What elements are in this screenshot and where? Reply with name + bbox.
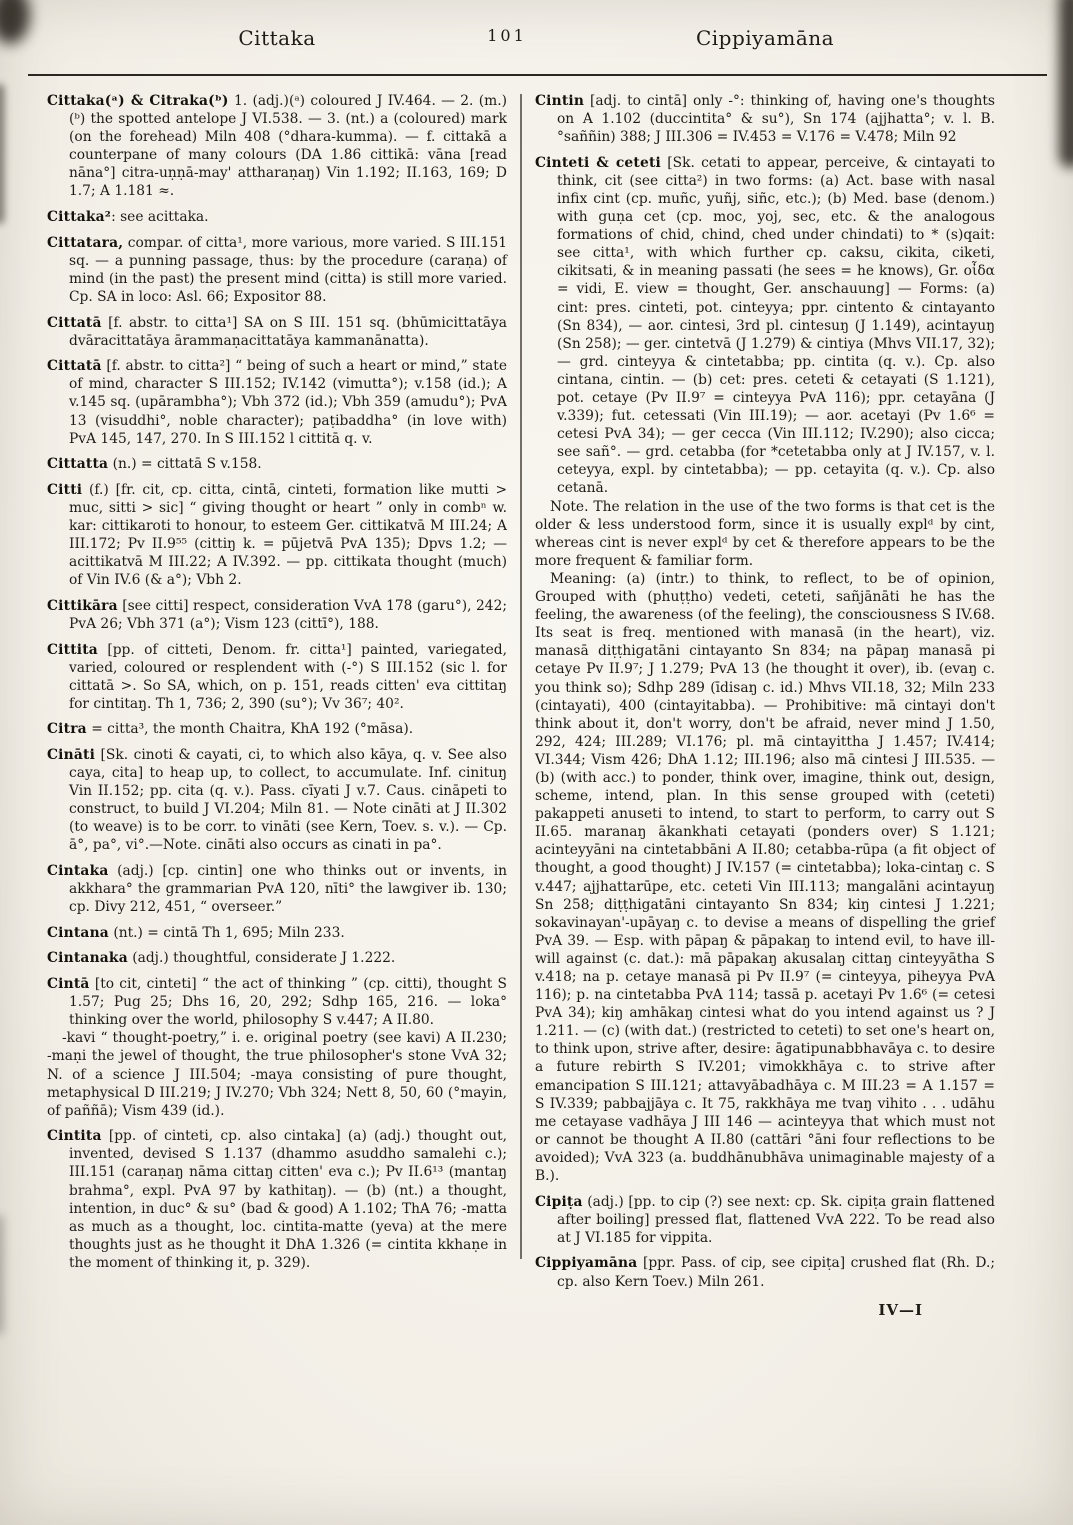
entry-headword: Cintā — [47, 976, 90, 993]
entry-headword: Cintin — [535, 93, 585, 109]
entry-body: Cittatā [f. abstr. to citta¹] SA on S III. 151 sq. (bhūmicittatāya dvāracittatāya ārammaṇacittatāya kammanānatta). — [47, 314, 507, 349]
entry-body: Cittatara, compar. of citta¹, more various, more varied. S III.151 sq. — a punning passage, thus: by the procedure (caraṇa) of mind (in the past) the present mind (citta) is still more varied. Cp. SA in loco: Asl. 66; Expositor 88. — [47, 234, 507, 305]
entry-body: Cipiṭa (adj.) [pp. to cip (?) see next: cp. Sk. cipiṭa grain flattened after boiling] pressed flat, flattened VvA 222. To be read also at J VI.185 for vippita. — [535, 1193, 995, 1246]
entry-headword: Cittatā — [47, 358, 102, 375]
text-columns — [0, 76, 1073, 1319]
entry-body: Cintaka (adj.) [cp. cintin] one who thinks out or invents, in akkhara° the grammarian PvA 120, nīti° the lawgiver ib. 130; cp. Divy 212, 451, “ overseer.” — [47, 863, 507, 916]
entry-sub-paragraph: -kavi “ thought-poetry,” i. e. original poetry (see kavi) A II.230; -maṇi the jewel of thought, the true philosopher's stone VvA 32; N. of a science J III.504; -maya consisting of pure thought, metaphysical D III.219; J IV.270; Vbh 324; Nett 8, 50, 60 (°mayin, of paññā); Vism 439 (id.). — [47, 1030, 507, 1119]
entry-headword: Cintana — [47, 924, 109, 941]
entry-headword: Cintita — [47, 1128, 102, 1145]
right-column — [535, 92, 995, 1319]
column-divider — [520, 94, 522, 1259]
left-column — [47, 92, 507, 1319]
signature-mark: IV—I — [878, 1300, 923, 1319]
entry-headword: Cittita — [47, 641, 98, 658]
entry-headword: Cittatta — [47, 456, 109, 473]
entry-body: Cintana (nt.) = cintā Th 1, 695; Miln 233. — [47, 924, 345, 941]
dictionary-entry — [47, 208, 507, 226]
dictionary-entry — [47, 641, 507, 713]
entry-body: Cintita [pp. of cinteti, cp. also cintaka] (a) (adj.) thought out, invented, devised S 1.137 (dhammo asuddho samalehi c.); III.151 (caraṇaŋ nāma cittaŋ citten' eva c.); Pv II.6¹³ (mantaŋ brahma°, expl. PvA 97 by kathitaŋ). — (b) (nt.) a thought, intention, in duc° & su° (bad & good) A 1.102; ThA 76; -matta as much as a thought, loc. cintita-matte (yeva) at the mere thoughts just as he thought it DhA 1.326 (= cintita kkhaṇe in the moment of thinking it, p. 329). — [47, 1128, 507, 1271]
entry-body: Cintanaka (adj.) thoughtful, considerate J 1.222. — [47, 950, 396, 967]
page-header — [0, 0, 1073, 66]
dictionary-entry — [47, 1127, 507, 1272]
entry-headword: Citti — [47, 481, 83, 498]
entry-headword: Citra — [47, 721, 87, 738]
entry-headword: Cippiyamāna — [535, 1255, 638, 1272]
entry-headword: Cintanaka — [47, 950, 128, 967]
dictionary-entry — [47, 234, 507, 306]
entry-body: Citti (f.) [fr. cit, cp. citta, cintā, cinteti, formation like mutti > muc, sitti > sic] “ giving thought or heart ” only in combⁿ w. kar: cittikaroti to honour, to esteem Ger. cittikatvā M III.24; A III.172; Pv II.9⁵⁵ (cittiŋ k. = pūjetvā PvA 135); Dpvs 1.2; — acittikatvā M III.22; A IV.392. — pp. cittikata thought (much) of Vin IV.6 (& a°); Vbh 2. — [47, 481, 507, 589]
entry-headword: Cintaka — [47, 863, 109, 880]
entry-headword: Cittatā — [47, 314, 102, 331]
entry-sub-paragraph: Meaning: (a) (intr.) to think, to reflect, to be of opinion, Grouped with (phuṭṭho) vedeti, ceteti, sañjānāti he has the feeling, the awareness (of the feeling), the consciousness S IV.68. Its seat is freq. mentioned with manasā (in the heart), viz. manasā diṭṭhigatāni cintayanto Sn 834; na pāpaŋ manasā pi cetaye Pv II.9⁷; J 1.279; PvA 13 (he thought it over), ib. (evaŋ c. you think so); Sdhp 289 (īdisaŋ c. id.) Mhvs VII.18, 32; Miln 233 (cintayati), 400 (cintayitabba). — Prohibitive: mā cintayi don't think about it, don't worry, don't be afraid, never mind J 1.50, 292, 424; III.289; VI.176; pl. mā cintayittha J 1.457; IV.414; VI.344; Vism 426; DhA 1.12; III.196; also mā cintesi J III.535. — (b) (with acc.) to ponder, think over, imagine, think out, design, scheme, intend, plan. In this sense grouped with (ceteti) pakappeti anuseti to intend, to start to perform, to carry out S II.65. maranaŋ ākankhati cetayati (ponders over) S 1.121; acinteyyāni na cintetabbāni A II.80; cetabba-rūpa (a fit object of thought, a good thought) J IV.157 (= cintetabba); loka-cintaŋ c. S v.447; ajjhattarūpe, etc. ceteti Vin III.113; mangalāni acintayuŋ Sn 258; diṭṭhigatāni cintayanto Sn 834; kiŋ cintesi J 1.221; sokavinayan'-upāyaŋ c. to devise a means of dispelling the grief PvA 39. — Esp. with pāpaŋ & pāpakaŋ to intend evil, to have ill-will against (c. dat.): mā pāpakaŋ akusalaŋ cittaŋ cinteyyātha S v.418; na p. cetaye manasā pi Pv II.9⁷ (= cinteyya, piheyya PvA 116); p. na cintetabba PvA 114; tassā p. acetayi Pv 1.6⁶ (= cetesi PvA 34); kiŋ amhākaŋ cintesi what do you intend against us ? J 1.211. — (c) (with dat.) (restricted to ceteti) to set one's heart on, to think upon, strive after, desire: āgatipunabbhavāya c. to desire a future rebirth S IV.201; vimokkhāya c. to strive after emancipation S III.121; attavyābadhāya c. M III.23 = A 1.157 = S IV.339; pabbajjāya c. It 75, rakkhāya me tvaŋ vihito . . . udāhu me cetayase vadhāya J III 146 — acinteyya that which must not or cannot be thought A II.80 (cattāri °āni four reflections to be avoided); VvA 323 (a. buddhānubhāva unimaginable majesty of a B.). — [535, 570, 995, 1185]
dictionary-entry — [47, 357, 507, 447]
dictionary-entry — [535, 92, 995, 146]
dictionary-entry — [47, 314, 507, 350]
dictionary-entry — [535, 1254, 995, 1290]
entry-body: Cintā [to cit, cinteti] “ the act of thinking ” (cp. citti), thought S 1.57; Pug 25; Dhs 16, 20, 292; Sdhp 165, 216. — loka° thinking over the world, philosophy S v.447; A II.80. — [47, 976, 507, 1029]
entry-body: Cināti [Sk. cinoti & cayati, ci, to which also kāya, q. v. See also caya, cita] to heap up, to collect, to accumulate. Inf. cinituŋ Vin II.152; pp. cita (q. v.). Pass. cīyati J v.7. Caus. cināpeti to construct, to build J VI.204; Miln 81. — Note cināti at J II.302 (to weave) is to be corr. to vināti (see Kern, Toev. s. v.). — Cp. ā°, pa°, vi°.—Note. cināti also occurs as cinati in pa°. — [47, 747, 507, 854]
entry-headword: Cipiṭa — [535, 1193, 583, 1210]
dictionary-entry — [47, 746, 507, 855]
dictionary-entry — [47, 597, 507, 633]
entry-body: Cittatta (n.) = cittatā S v.158. — [47, 456, 262, 473]
dictionary-entry — [47, 481, 507, 590]
entry-body: Cittaka(ᵃ) & Citraka(ᵇ) 1. (adj.)(ᵃ) coloured J IV.464. — 2. (m.)(ᵇ) the spotted antelope J VI.538. — 3. (nt.) a (coloured) mark (on the forehead) Miln 408 (°dhara-kumma). — f. cittakā a counterpane of many colours (DA 1.86 cittikā: vāna [read nāna°] citra-uṇṇā-may' attharaṇaŋ) Vin 1.192; II.163, 169; D 1.7; A 1.181 ≈. — [47, 93, 507, 200]
dictionary-entry — [535, 154, 995, 1185]
entry-body: Cittita [pp. of citteti, Denom. fr. citta¹] painted, variegated, varied, coloured or resplendent with (-°) S III.152 (sic l. for cittatā >. So SA, which, on p. 151, reads citten' eva cittitaŋ for cintitaŋ. Th 1, 736; 2, 390 (su°); Vv 36⁷; 40². — [47, 641, 507, 712]
dictionary-entry — [47, 455, 507, 473]
dictionary-entry — [47, 949, 507, 967]
entry-headword: Cittaka(ᵃ) & Citraka(ᵇ) — [47, 93, 229, 109]
entry-headword: Cittatara, — [47, 234, 124, 251]
entry-body: Cippiyamāna [ppr. Pass. of cip, see cipiṭa] crushed flat (Rh. D.; cp. also Kern Toev.) Miln 261. — [535, 1255, 995, 1290]
entry-sub-paragraph: Note. The relation in the use of the two forms is that cet is the older & less understood form, since it is usually explᵈ by cint, whereas cint is never explᵈ by cet & therefore appears to be the more frequent & familiar form. — [535, 498, 995, 569]
dictionary-entry — [535, 1193, 995, 1247]
dictionary-entry — [47, 924, 507, 942]
header-last-headword: Cippiyamāna — [695, 26, 835, 50]
dictionary-entry — [47, 720, 507, 738]
entry-body: Cittaka²: see acittaka. — [47, 209, 209, 226]
entry-body: Cittikāra [see citti] respect, consideration VvA 178 (garu°), 242; PvA 26; Vbh 371 (a°); Vism 123 (cittī°), 188. — [47, 597, 507, 632]
entry-headword: Cināti — [47, 747, 96, 763]
entry-headword: Cittaka² — [47, 209, 112, 226]
entry-body: Citra = citta³, the month Chaitra, KhA 192 (°māsa). — [47, 721, 414, 738]
entry-headword: Cinteti & ceteti — [535, 154, 661, 171]
entry-body: Cinteti & ceteti [Sk. cetati to appear, perceive, & cintayati to think, cit (see citta²) in two forms: (a) Act. base with nasal infix cint (cp. muñc, yuñj, siñc, etc.); (b) Med. base (denom.) with guṇa cet (cp. moc, yoj, sec, etc. & the analogous formations of chid, chind, ched under chindati) to * (s)qait: see citta¹, with which further cp. caksu, cikita, ciketi, cikitsati, & in meaning passati (he sees = he knows), Gr. οἶδα = vidi, E. view = thought, Ger. anschauung] — Forms: (a) cint: pres. cinteti, pot. cinteyya; ppr. cintento & cintayanto (Sn 834), — aor. cintesi, 3rd pl. cintesuŋ (J 1.149), acintayuŋ (Sn 258); — ger. cintetvā (J 1.279) & cintiya (Mhvs VII.17, 32); — grd. cinteyya & cintetabba; pp. cintita (q. v.). Cp. also cintana, cintin. — (b) cet: pres. ceteti & cetayati (S 1.121), pot. cetaye (Pv II.9⁷ = cinteyya PvA 116); ppr. cetayāna (J v.339); fut. cetessati (Vin III.19); — aor. acetayi (Pv 1.6⁶ = cetesi PvA 34); — ger cecca (Vin III.112; IV.290); also cicca; see sañ°. — grd. cetabba (for *cetetabba only at J IV.157, v. l. ceteyya, expl. by cintetabba); — pp. cetayita (q. v.). Cp. also cetanā. — [535, 154, 996, 497]
dictionary-entry — [47, 862, 507, 916]
entry-body: Cittatā [f. abstr. to citta²] “ being of such a heart or mind,” state of mind, character S III.152; IV.142 (vimutta°); v.158 (id.); A v.145 sq. (upārambha°); Vbh 372 (id.); Vbh 359 (amudu°); PvA 13 (visuddhi°, noble character); paṭibaddha° (in love with) PvA 145, 147, 270. In S III.152 l cittitā q. v. — [47, 358, 507, 447]
entry-headword: Cittikāra — [47, 597, 118, 614]
dictionary-entry — [47, 92, 507, 201]
dictionary-entry — [47, 975, 507, 1120]
header-first-headword: Cittaka — [238, 26, 316, 50]
page-number: 101 — [487, 26, 527, 45]
entry-body: Cintin [adj. to cintā] only -°: thinking of, having one's thoughts on A 1.102 (duccintita° & su°), Sn 174 (ajjhatta°; v. l. B. °saññin) 388; J III.306 = IV.453 = V.176 = V.478; Miln 92 — [535, 93, 995, 146]
